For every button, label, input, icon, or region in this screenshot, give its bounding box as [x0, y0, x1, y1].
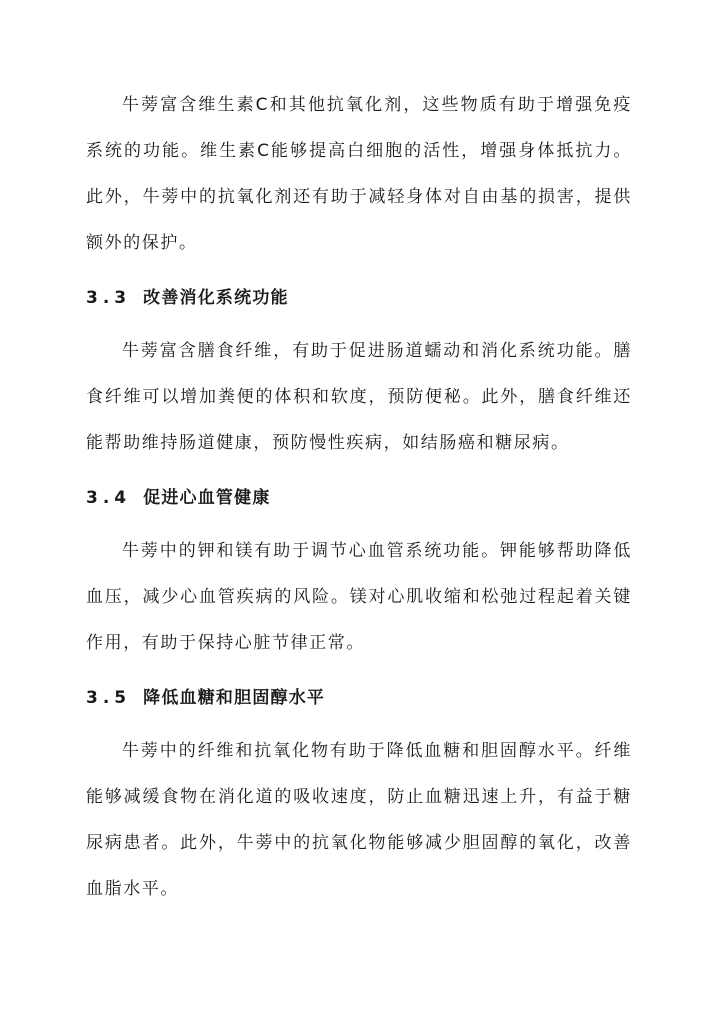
- section-title: 改善消化系统功能: [143, 288, 289, 308]
- section-title: 促进心血管健康: [143, 488, 271, 508]
- section-heading-3-3: [86, 278, 632, 318]
- section-heading-3-5: [86, 678, 632, 718]
- section-heading-3-4: [86, 478, 632, 518]
- section-number: 3.4: [86, 488, 132, 508]
- paragraph-cardiovascular: 牛蒡中的钾和镁有助于调节心血管系统功能。钾能够帮助降低血压，减少心血管疾病的风险。镁对心肌收缩和松弛过程起着关键作用，有助于保持心脏节律正常。: [86, 541, 632, 653]
- paragraph-digestion: 牛蒡富含膳食纤维，有助于促进肠道蠕动和消化系统功能。膳食纤维可以增加粪便的体积和软度，预防便秘。此外，膳食纤维还能帮助维持肠道健康，预防慢性疾病，如结肠癌和糖尿病。: [86, 341, 632, 453]
- section-number: 3.5: [86, 688, 132, 708]
- section-number: 3.3: [86, 288, 132, 308]
- paragraph-immune: 牛蒡富含维生素C和其他抗氧化剂，这些物质有助于增强免疫系统的功能。维生素C能够提高白细胞的活性，增强身体抵抗力。此外，牛蒡中的抗氧化剂还有助于减轻身体对自由基的损害，提供额外的保护。: [86, 95, 632, 253]
- paragraph-blood-sugar: 牛蒡中的纤维和抗氧化物有助于降低血糖和胆固醇水平。纤维能够减缓食物在消化道的吸收速度，防止血糖迅速上升，有益于糖尿病患者。此外，牛蒡中的抗氧化物能够减少胆固醇的氧化，改善血脂水平。: [86, 741, 632, 899]
- document-page: [86, 82, 632, 912]
- section-title: 降低血糖和胆固醇水平: [143, 688, 326, 708]
